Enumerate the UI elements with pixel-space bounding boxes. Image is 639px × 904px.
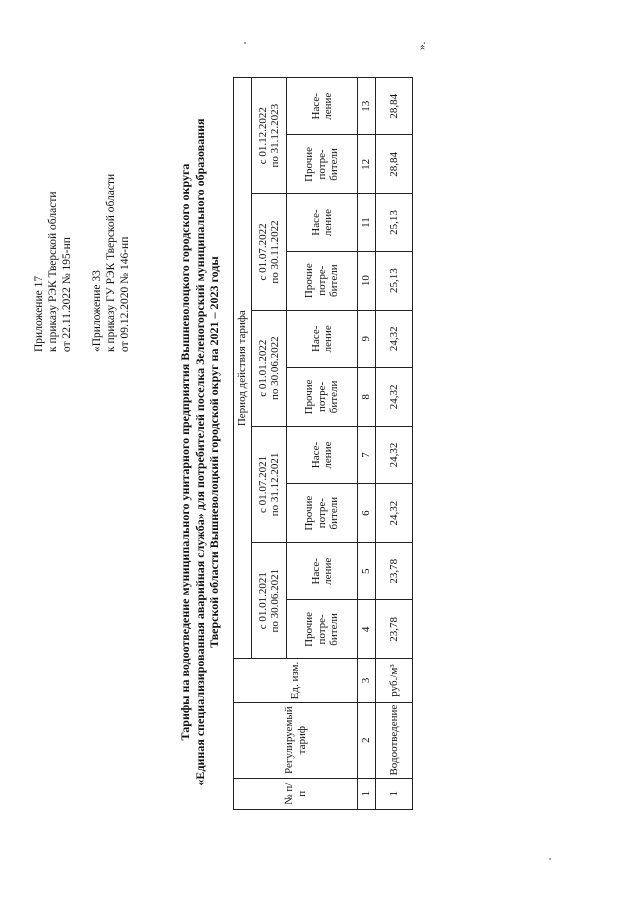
tariff-table xyxy=(233,77,413,810)
consumer-population: Насе- ление xyxy=(287,194,358,251)
appendix-line: от 22.11.2022 № 195-нп xyxy=(61,237,73,352)
appendix-line: «Приложение 33 xyxy=(91,270,103,352)
index-cell: 4 xyxy=(358,600,376,659)
period-cell xyxy=(252,543,287,659)
index-cell: 12 xyxy=(358,135,376,194)
row-tariff: Водоотведение xyxy=(376,702,413,778)
appendix-block-current xyxy=(32,82,74,352)
consumer-population: Насе- ление xyxy=(287,78,358,136)
header-period: Период действия тарифа xyxy=(234,78,252,659)
tariff-value: 24,32 xyxy=(376,426,413,483)
table-header-row xyxy=(234,78,252,810)
row-number: 1 xyxy=(376,778,413,809)
tariff-value: 24,32 xyxy=(376,484,413,543)
period-cell xyxy=(252,78,287,194)
tariff-value: 28,84 xyxy=(376,135,413,194)
consumer-other: Прочие потре- бители xyxy=(287,251,358,310)
index-cell: 1 xyxy=(358,778,376,809)
consumer-population: Насе- ление xyxy=(287,426,358,483)
index-cell: 2 xyxy=(358,702,376,778)
appendix-block-previous xyxy=(90,82,132,352)
index-cell: 7 xyxy=(358,426,376,483)
index-cell: 5 xyxy=(358,543,376,600)
index-cell: 11 xyxy=(358,194,376,251)
appendix-line: Приложение 17 xyxy=(33,275,45,352)
title-line: Тарифы на водоотведение муниципального унитарного предприятия Вышневолоцкого городского округа xyxy=(178,163,192,741)
row-unit: руб./м³ xyxy=(376,659,413,702)
consumer-other: Прочие потре- бители xyxy=(287,600,358,659)
period-to: по 30.06.2021 xyxy=(269,568,281,633)
period-to: по 31.12.2023 xyxy=(269,103,281,168)
tariff-value: 28,84 xyxy=(376,78,413,136)
appendix-line: к приказу ГУ РЭК Тверской области xyxy=(105,173,117,352)
consumer-population: Насе- ление xyxy=(287,543,358,600)
period-from: с 01.07.2021 xyxy=(256,455,269,514)
period-to: по 30.11.2022 xyxy=(269,220,281,284)
scan-speck xyxy=(549,858,551,860)
period-from: с 01.07.2022 xyxy=(256,223,269,281)
period-from: с 01.01.2021 xyxy=(256,572,269,630)
title-line: Тверской области Вышневолоцкий городской округ на 2021 – 2023 годы xyxy=(207,256,221,648)
tariff-value: 24,32 xyxy=(376,368,413,427)
tariff-value: 24,32 xyxy=(376,310,413,367)
rotated-content xyxy=(20,12,620,892)
period-from: с 01.01.2022 xyxy=(256,339,269,397)
appendix-line: от 09.12.2020 № 146-нп xyxy=(119,236,131,352)
index-cell: 3 xyxy=(358,659,376,702)
scan-speck xyxy=(244,42,246,44)
index-cell: 6 xyxy=(358,484,376,543)
document-title xyxy=(178,12,222,892)
index-cell: 9 xyxy=(358,310,376,367)
header-number: № п/п xyxy=(234,778,358,809)
index-cell: 10 xyxy=(358,251,376,310)
appendix-line: к приказу РЭК Тверской области xyxy=(47,191,59,352)
consumer-population: Насе- ление xyxy=(287,310,358,367)
header-unit: Ед. изм. xyxy=(234,659,358,702)
tariff-value: 25,13 xyxy=(376,251,413,310)
closing-quote: ». xyxy=(416,41,428,50)
consumer-other: Прочие потре- бители xyxy=(287,484,358,543)
consumer-other: Прочие потре- бители xyxy=(287,368,358,427)
table-index-row xyxy=(358,78,376,810)
header-tariff: Регулируемый тариф xyxy=(234,702,358,778)
period-to: по 30.06.2022 xyxy=(269,336,281,401)
consumer-other: Прочие потре- бители xyxy=(287,135,358,194)
period-from: с 01.12.2022 xyxy=(256,107,269,165)
period-cell xyxy=(252,310,287,426)
tariff-value: 23,78 xyxy=(376,600,413,659)
tariff-value: 23,78 xyxy=(376,543,413,600)
tariff-value: 25,13 xyxy=(376,194,413,251)
title-line: «Единая специализированная аварийная служба» для потребителей поселка Зеленогорский муниципального образования xyxy=(192,118,207,786)
period-cell xyxy=(252,194,287,310)
period-to: по 31.12.2021 xyxy=(269,452,281,517)
period-cell xyxy=(252,426,287,542)
index-cell: 13 xyxy=(358,78,376,136)
index-cell: 8 xyxy=(358,368,376,427)
table-row xyxy=(376,78,413,810)
